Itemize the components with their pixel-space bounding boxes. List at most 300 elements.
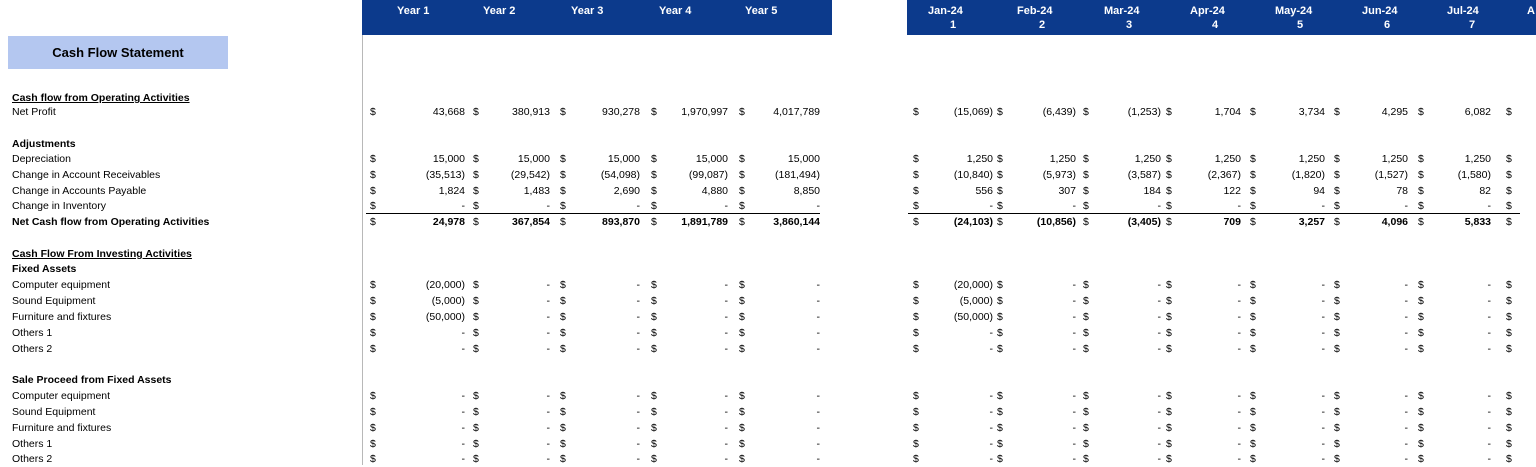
month-value-3[interactable]: -: [1157, 295, 1161, 307]
row-sp-furniture: [0, 420, 1536, 436]
month-value-6[interactable]: -: [1404, 453, 1408, 465]
currency-symbol: $: [1083, 453, 1089, 465]
year-value-1[interactable]: (20,000): [425, 279, 465, 291]
year-value-4[interactable]: 4,880: [701, 185, 728, 197]
currency-symbol: $: [473, 106, 479, 118]
currency-symbol: $: [739, 200, 745, 212]
month-value-3[interactable]: -: [1157, 311, 1161, 323]
currency-symbol: $: [1250, 343, 1256, 355]
year-value-3[interactable]: -: [636, 406, 640, 418]
year-header-4[interactable]: Year 4: [659, 5, 692, 17]
row-label: Others 2: [12, 343, 53, 355]
month-value-5[interactable]: (1,820): [1291, 169, 1325, 181]
month-value-2[interactable]: 307: [1058, 185, 1076, 197]
currency-symbol: $: [1506, 200, 1512, 212]
currency-symbol: $: [997, 438, 1003, 450]
month-value-3[interactable]: -: [1157, 279, 1161, 291]
year-value-2[interactable]: -: [546, 422, 550, 434]
month-value-1[interactable]: -: [989, 200, 993, 212]
year-value-1[interactable]: -: [461, 390, 465, 402]
month-value-5[interactable]: 94: [1313, 185, 1325, 197]
month-value-2[interactable]: -: [1072, 406, 1076, 418]
month-value-7[interactable]: 82: [1479, 185, 1491, 197]
currency-symbol: $: [997, 311, 1003, 323]
currency-symbol: $: [739, 185, 745, 197]
month-value-6[interactable]: -: [1404, 438, 1408, 450]
year-value-5[interactable]: 4,017,789: [773, 106, 820, 118]
month-value-2[interactable]: -: [1072, 327, 1076, 339]
month-value-6[interactable]: -: [1404, 311, 1408, 323]
currency-symbol: $: [739, 438, 745, 450]
currency-symbol: $: [1418, 185, 1424, 197]
month-number-7: 7: [1469, 19, 1476, 31]
year-value-2[interactable]: -: [546, 327, 550, 339]
year-value-5[interactable]: -: [816, 311, 820, 323]
currency-symbol: $: [473, 406, 479, 418]
month-header-2[interactable]: Feb-24: [1017, 5, 1053, 17]
month-value-3[interactable]: -: [1157, 343, 1161, 355]
year-value-1[interactable]: 24,978: [432, 216, 465, 228]
month-value-5[interactable]: -: [1321, 295, 1325, 307]
month-value-4[interactable]: -: [1237, 327, 1241, 339]
currency-symbol: $: [473, 200, 479, 212]
month-value-3[interactable]: -: [1157, 406, 1161, 418]
month-value-1[interactable]: (24,103): [953, 216, 993, 228]
month-value-3[interactable]: (3,587): [1127, 169, 1161, 181]
month-value-2[interactable]: (6,439): [1042, 106, 1076, 118]
month-value-4[interactable]: -: [1237, 438, 1241, 450]
month-value-1[interactable]: 1,250: [966, 153, 993, 165]
row-others2: [0, 341, 1536, 357]
currency-symbol: $: [1250, 106, 1256, 118]
year-value-2[interactable]: 380,913: [512, 106, 550, 118]
currency-symbol: $: [1334, 200, 1340, 212]
currency-symbol: $: [913, 311, 919, 323]
month-value-6[interactable]: -: [1404, 422, 1408, 434]
month-value-5[interactable]: 3,734: [1298, 106, 1325, 118]
month-value-3[interactable]: 184: [1143, 185, 1161, 197]
year-value-4[interactable]: -: [724, 343, 728, 355]
year-value-5[interactable]: -: [816, 453, 820, 465]
currency-symbol: $: [1506, 438, 1512, 450]
month-value-5[interactable]: -: [1321, 406, 1325, 418]
month-value-5[interactable]: -: [1321, 343, 1325, 355]
month-value-5[interactable]: -: [1321, 327, 1325, 339]
currency-symbol: $: [370, 153, 376, 165]
month-value-6[interactable]: -: [1404, 343, 1408, 355]
currency-symbol: $: [473, 311, 479, 323]
month-value-1[interactable]: (20,000): [953, 279, 993, 291]
currency-symbol: $: [1418, 279, 1424, 291]
month-value-1[interactable]: -: [989, 453, 993, 465]
year-value-4[interactable]: 15,000: [695, 153, 728, 165]
month-value-2[interactable]: (5,973): [1042, 169, 1076, 181]
month-value-2[interactable]: -: [1072, 200, 1076, 212]
year-value-3[interactable]: -: [636, 295, 640, 307]
year-value-4[interactable]: -: [724, 295, 728, 307]
month-value-4[interactable]: 709: [1223, 216, 1241, 228]
currency-symbol: $: [1250, 311, 1256, 323]
year-value-4[interactable]: -: [724, 453, 728, 465]
year-value-4[interactable]: -: [724, 406, 728, 418]
month-value-5[interactable]: -: [1321, 453, 1325, 465]
month-value-2[interactable]: -: [1072, 422, 1076, 434]
month-value-7[interactable]: -: [1487, 390, 1491, 402]
month-value-6[interactable]: 4,295: [1381, 106, 1408, 118]
month-value-6[interactable]: -: [1404, 200, 1408, 212]
month-value-4[interactable]: -: [1237, 279, 1241, 291]
month-value-6[interactable]: 4,096: [1381, 216, 1408, 228]
year-value-4[interactable]: -: [724, 390, 728, 402]
row-change-ar: [0, 167, 1536, 183]
currency-symbol: $: [1334, 216, 1340, 228]
year-value-2[interactable]: 1,483: [523, 185, 550, 197]
year-value-5[interactable]: -: [816, 279, 820, 291]
currency-symbol: $: [1166, 406, 1172, 418]
month-value-7[interactable]: -: [1487, 327, 1491, 339]
currency-symbol: $: [370, 453, 376, 465]
currency-symbol: $: [997, 406, 1003, 418]
month-value-2[interactable]: 1,250: [1049, 153, 1076, 165]
year-value-2[interactable]: -: [546, 343, 550, 355]
month-value-3[interactable]: (3,405): [1127, 216, 1161, 228]
month-value-6[interactable]: -: [1404, 327, 1408, 339]
year-value-3[interactable]: 893,870: [602, 216, 640, 228]
year-value-1[interactable]: -: [461, 200, 465, 212]
year-value-3[interactable]: -: [636, 327, 640, 339]
currency-symbol: $: [1506, 343, 1512, 355]
month-number-6: 6: [1384, 19, 1391, 31]
currency-symbol: $: [1506, 311, 1512, 323]
month-value-2[interactable]: -: [1072, 279, 1076, 291]
year-value-4[interactable]: -: [724, 200, 728, 212]
month-header-6[interactable]: Jun-24: [1362, 5, 1398, 17]
year-value-4[interactable]: (99,087): [688, 169, 728, 181]
year-value-1[interactable]: (50,000): [425, 311, 465, 323]
month-value-2[interactable]: -: [1072, 343, 1076, 355]
year-value-3[interactable]: -: [636, 279, 640, 291]
year-value-2[interactable]: -: [546, 453, 550, 465]
year-value-5[interactable]: -: [816, 422, 820, 434]
year-value-1[interactable]: -: [461, 327, 465, 339]
currency-symbol: $: [473, 185, 479, 197]
month-value-6[interactable]: -: [1404, 279, 1408, 291]
year-value-5[interactable]: (181,494): [775, 169, 820, 181]
month-value-2[interactable]: -: [1072, 390, 1076, 402]
month-value-4[interactable]: -: [1237, 406, 1241, 418]
currency-symbol: $: [913, 343, 919, 355]
row-change-inv: [0, 198, 1536, 214]
month-value-3[interactable]: -: [1157, 390, 1161, 402]
month-header-7[interactable]: Jul-24: [1447, 5, 1479, 17]
month-value-5[interactable]: -: [1321, 390, 1325, 402]
currency-symbol: $: [1334, 106, 1340, 118]
month-value-7[interactable]: -: [1487, 343, 1491, 355]
year-value-5[interactable]: -: [816, 327, 820, 339]
currency-symbol: $: [1083, 185, 1089, 197]
row-label: Change in Accounts Payable: [12, 185, 147, 197]
row-label: Furniture and fixtures: [12, 311, 112, 323]
currency-symbol: $: [997, 453, 1003, 465]
month-value-7[interactable]: 1,250: [1464, 153, 1491, 165]
currency-symbol: $: [651, 106, 657, 118]
row-others1: [0, 325, 1536, 341]
currency-symbol: $: [1334, 390, 1340, 402]
month-value-1[interactable]: (5,000): [959, 295, 993, 307]
year-value-3[interactable]: -: [636, 390, 640, 402]
currency-symbol: $: [370, 406, 376, 418]
month-value-6[interactable]: -: [1404, 406, 1408, 418]
month-value-1[interactable]: -: [989, 343, 993, 355]
month-value-6[interactable]: -: [1404, 295, 1408, 307]
currency-symbol: $: [560, 279, 566, 291]
currency-symbol: $: [997, 106, 1003, 118]
month-value-1[interactable]: -: [989, 438, 993, 450]
month-value-4[interactable]: -: [1237, 311, 1241, 323]
month-value-1[interactable]: (10,840): [953, 169, 993, 181]
year-value-2[interactable]: (29,542): [510, 169, 550, 181]
row-net-cfo: [0, 214, 1536, 230]
currency-symbol: $: [913, 279, 919, 291]
year-value-2[interactable]: 15,000: [517, 153, 550, 165]
currency-symbol: $: [560, 216, 566, 228]
month-header-8[interactable]: A: [1527, 5, 1535, 17]
year-value-4[interactable]: -: [724, 279, 728, 291]
month-value-5[interactable]: -: [1321, 422, 1325, 434]
year-value-1[interactable]: -: [461, 438, 465, 450]
currency-symbol: $: [1418, 200, 1424, 212]
month-value-2[interactable]: -: [1072, 453, 1076, 465]
currency-symbol: $: [913, 327, 919, 339]
month-value-4[interactable]: 122: [1223, 185, 1241, 197]
currency-symbol: $: [739, 327, 745, 339]
month-value-3[interactable]: -: [1157, 453, 1161, 465]
month-value-4[interactable]: -: [1237, 422, 1241, 434]
currency-symbol: $: [1418, 422, 1424, 434]
currency-symbol: $: [1083, 153, 1089, 165]
year-value-3[interactable]: (54,098): [600, 169, 640, 181]
month-value-5[interactable]: -: [1321, 311, 1325, 323]
year-value-1[interactable]: (5,000): [431, 295, 465, 307]
year-value-5[interactable]: -: [816, 343, 820, 355]
month-value-1[interactable]: -: [989, 422, 993, 434]
currency-symbol: $: [913, 185, 919, 197]
month-value-4[interactable]: -: [1237, 390, 1241, 402]
currency-symbol: $: [1083, 311, 1089, 323]
year-value-2[interactable]: -: [546, 295, 550, 307]
month-value-5[interactable]: -: [1321, 200, 1325, 212]
month-value-7[interactable]: -: [1487, 438, 1491, 450]
year-value-5[interactable]: -: [816, 406, 820, 418]
month-value-3[interactable]: -: [1157, 438, 1161, 450]
currency-symbol: $: [1083, 327, 1089, 339]
currency-symbol: $: [1166, 295, 1172, 307]
month-value-4[interactable]: -: [1237, 200, 1241, 212]
month-value-3[interactable]: -: [1157, 422, 1161, 434]
year-value-2[interactable]: -: [546, 390, 550, 402]
month-value-7[interactable]: -: [1487, 311, 1491, 323]
month-value-5[interactable]: -: [1321, 438, 1325, 450]
month-header-1[interactable]: Jan-24: [928, 5, 963, 17]
month-value-1[interactable]: (50,000): [953, 311, 993, 323]
currency-symbol: $: [1083, 169, 1089, 181]
currency-symbol: $: [739, 406, 745, 418]
currency-symbol: $: [473, 390, 479, 402]
year-value-3[interactable]: -: [636, 438, 640, 450]
year-value-3[interactable]: -: [636, 453, 640, 465]
currency-symbol: $: [560, 185, 566, 197]
currency-symbol: $: [913, 438, 919, 450]
row-label: Sound Equipment: [12, 406, 96, 418]
year-value-5[interactable]: -: [816, 438, 820, 450]
month-value-1[interactable]: (15,069): [953, 106, 993, 118]
month-value-6[interactable]: 1,250: [1381, 153, 1408, 165]
currency-symbol: $: [1166, 279, 1172, 291]
month-value-2[interactable]: -: [1072, 295, 1076, 307]
month-value-4[interactable]: 1,250: [1214, 153, 1241, 165]
month-value-7[interactable]: -: [1487, 406, 1491, 418]
month-value-7[interactable]: -: [1487, 453, 1491, 465]
month-header-5[interactable]: May-24: [1275, 5, 1313, 17]
year-value-2[interactable]: -: [546, 279, 550, 291]
row-fixed-assets: [0, 261, 1536, 277]
year-value-5[interactable]: -: [816, 295, 820, 307]
month-value-5[interactable]: 1,250: [1298, 153, 1325, 165]
currency-symbol: $: [997, 279, 1003, 291]
year-value-4[interactable]: -: [724, 327, 728, 339]
currency-symbol: $: [1166, 169, 1172, 181]
year-value-4[interactable]: -: [724, 311, 728, 323]
currency-symbol: $: [997, 295, 1003, 307]
year-value-2[interactable]: -: [546, 200, 550, 212]
year-value-3[interactable]: 2,690: [613, 185, 640, 197]
currency-symbol: $: [1506, 185, 1512, 197]
year-value-1[interactable]: -: [461, 343, 465, 355]
currency-symbol: $: [473, 295, 479, 307]
year-value-1[interactable]: 43,668: [432, 106, 465, 118]
year-value-1[interactable]: 15,000: [432, 153, 465, 165]
year-value-5[interactable]: 3,860,144: [773, 216, 820, 228]
month-value-6[interactable]: 78: [1396, 185, 1408, 197]
currency-symbol: $: [1166, 438, 1172, 450]
year-value-4[interactable]: -: [724, 438, 728, 450]
currency-symbol: $: [739, 279, 745, 291]
month-value-3[interactable]: -: [1157, 327, 1161, 339]
year-value-1[interactable]: -: [461, 453, 465, 465]
currency-symbol: $: [1083, 295, 1089, 307]
year-value-3[interactable]: 15,000: [607, 153, 640, 165]
currency-symbol: $: [1166, 343, 1172, 355]
month-value-3[interactable]: -: [1157, 200, 1161, 212]
currency-symbol: $: [1506, 295, 1512, 307]
year-value-5[interactable]: -: [816, 390, 820, 402]
month-value-3[interactable]: 1,250: [1134, 153, 1161, 165]
month-value-4[interactable]: -: [1237, 453, 1241, 465]
currency-symbol: $: [651, 216, 657, 228]
currency-symbol: $: [473, 327, 479, 339]
month-value-4[interactable]: -: [1237, 343, 1241, 355]
month-value-2[interactable]: (10,856): [1036, 216, 1076, 228]
year-value-3[interactable]: -: [636, 311, 640, 323]
year-value-4[interactable]: 1,891,789: [681, 216, 728, 228]
month-value-4[interactable]: (2,367): [1207, 169, 1241, 181]
month-value-5[interactable]: -: [1321, 279, 1325, 291]
month-value-1[interactable]: -: [989, 390, 993, 402]
month-header-4[interactable]: Apr-24: [1190, 5, 1225, 17]
year-value-2[interactable]: -: [546, 438, 550, 450]
currency-symbol: $: [560, 169, 566, 181]
month-value-4[interactable]: -: [1237, 295, 1241, 307]
year-value-3[interactable]: -: [636, 200, 640, 212]
row-label: Cash flow from Operating Activities: [12, 92, 190, 104]
year-header-3[interactable]: Year 3: [571, 5, 604, 17]
year-value-3[interactable]: -: [636, 343, 640, 355]
year-value-3[interactable]: 930,278: [602, 106, 640, 118]
currency-symbol: $: [1166, 390, 1172, 402]
year-value-5[interactable]: 8,850: [793, 185, 820, 197]
month-value-1[interactable]: 556: [975, 185, 993, 197]
month-value-2[interactable]: -: [1072, 311, 1076, 323]
year-value-2[interactable]: 367,854: [512, 216, 550, 228]
year-value-5[interactable]: 15,000: [787, 153, 820, 165]
currency-symbol: $: [651, 422, 657, 434]
currency-symbol: $: [1506, 390, 1512, 402]
currency-symbol: $: [473, 169, 479, 181]
year-value-2[interactable]: -: [546, 406, 550, 418]
currency-symbol: $: [1250, 169, 1256, 181]
month-value-3[interactable]: (1,253): [1127, 106, 1161, 118]
month-value-7[interactable]: 6,082: [1464, 106, 1491, 118]
currency-symbol: $: [1083, 422, 1089, 434]
year-header-5[interactable]: Year 5: [745, 5, 778, 17]
year-value-4[interactable]: -: [724, 422, 728, 434]
currency-symbol: $: [1166, 422, 1172, 434]
month-value-6[interactable]: -: [1404, 390, 1408, 402]
year-value-1[interactable]: (35,513): [425, 169, 465, 181]
year-value-4[interactable]: 1,970,997: [681, 106, 728, 118]
month-value-4[interactable]: 1,704: [1214, 106, 1241, 118]
month-value-7[interactable]: -: [1487, 295, 1491, 307]
month-value-7[interactable]: (1,580): [1457, 169, 1491, 181]
currency-symbol: $: [651, 185, 657, 197]
month-value-1[interactable]: -: [989, 406, 993, 418]
month-value-2[interactable]: -: [1072, 438, 1076, 450]
currency-symbol: $: [739, 453, 745, 465]
year-value-5[interactable]: -: [816, 200, 820, 212]
month-value-1[interactable]: -: [989, 327, 993, 339]
row-sp-sound: [0, 404, 1536, 420]
month-value-7[interactable]: -: [1487, 200, 1491, 212]
currency-symbol: $: [473, 453, 479, 465]
year-value-1[interactable]: -: [461, 422, 465, 434]
month-value-7[interactable]: -: [1487, 279, 1491, 291]
year-header-1[interactable]: Year 1: [397, 5, 430, 17]
row-depreciation: [0, 151, 1536, 167]
year-header-2[interactable]: Year 2: [483, 5, 516, 17]
month-value-6[interactable]: (1,527): [1374, 169, 1408, 181]
row-label: Adjustments: [12, 138, 76, 150]
year-value-1[interactable]: 1,824: [438, 185, 465, 197]
year-value-3[interactable]: -: [636, 422, 640, 434]
month-value-5[interactable]: 3,257: [1298, 216, 1325, 228]
currency-symbol: $: [473, 422, 479, 434]
month-value-7[interactable]: -: [1487, 422, 1491, 434]
year-value-1[interactable]: -: [461, 406, 465, 418]
month-header-3[interactable]: Mar-24: [1104, 5, 1140, 17]
year-value-2[interactable]: -: [546, 311, 550, 323]
currency-symbol: $: [1334, 422, 1340, 434]
month-value-7[interactable]: 5,833: [1464, 216, 1491, 228]
